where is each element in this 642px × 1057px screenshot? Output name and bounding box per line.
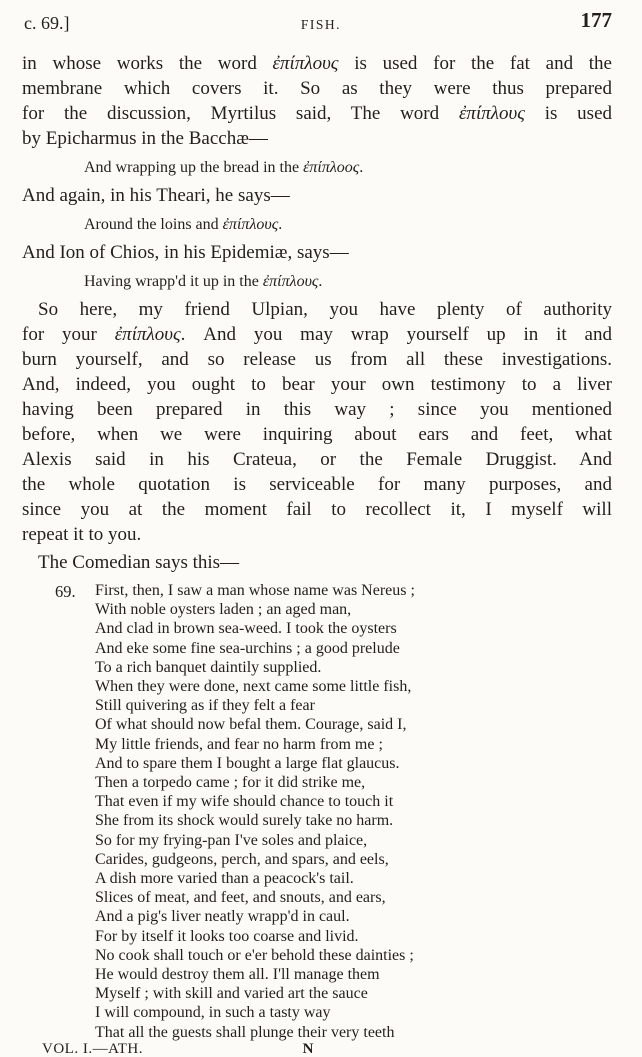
page-body-text	[22, 48, 612, 1042]
paragraph-line: for your ἐπίπλους. And you may wrap yourself up in it and	[22, 324, 612, 345]
verse-line: And eke some fine sea-urchins ; a good prelude	[95, 639, 400, 657]
verse-line: Then a torpedo came ; for it did strike me,	[95, 774, 366, 792]
verse-line: And to spare them I bought a large flat glaucus.	[95, 754, 400, 772]
quote-block	[84, 156, 612, 180]
verse-line: Myself ; with skill and varied art the sauce	[95, 985, 368, 1003]
paragraph-block	[22, 297, 612, 547]
paragraph-line: for the discussion, Myrtilus said, The word ἐπίπλους is used	[22, 103, 613, 124]
verse-line: Slices of meat, and feet, and snouts, and ears,	[95, 889, 386, 907]
paragraph-line: by Epicharmus in the Bacchæ—	[22, 128, 268, 149]
paragraph-line: So here, my friend Ulpian, you have plenty of authority	[38, 299, 612, 320]
verse-line: To a rich banquet daintily supplied.	[95, 658, 322, 676]
verse-line: He would destroy them all. I'll manage them	[95, 966, 380, 984]
verse-line: Still quivering as if they felt a fear	[95, 697, 315, 715]
plain-line: The Comedian says this—	[38, 552, 240, 573]
paragraph-line: burn yourself, and so release us from all these investigations.	[22, 349, 612, 370]
verse-line: And a pig's liver neatly wrapp'd in caul.	[95, 908, 350, 926]
verse-line: And clad in brown sea-weed. I took the oysters	[95, 620, 397, 638]
verse-line: First, then, I saw a man whose name was Nereus ;	[95, 582, 415, 599]
plain-block	[22, 183, 612, 208]
running-title: FISH.	[300, 17, 342, 32]
page-number: 177	[580, 8, 612, 32]
paragraph-line: Alexis said in his Crateua, or the Female Druggist. And	[22, 449, 612, 470]
verse-line: My little friends, and fear no harm from me ;	[95, 735, 383, 753]
paragraph-line: since you at the moment fail to recollect it, I myself will	[22, 499, 612, 520]
paragraph-line: And, indeed, you ought to bear your own testimony to a liver	[22, 374, 612, 395]
volume-note: VOL. I.—ATH.	[42, 1041, 143, 1057]
greek-word: ἐπίπλοος	[303, 159, 360, 176]
paragraph-block	[22, 51, 612, 151]
verse-line: So for my frying-pan I've soles and plaice,	[95, 831, 368, 849]
paragraph-line: in whose works the word ἐπίπλους is used for the fat and the	[22, 53, 612, 74]
paragraph-line: before, when we were inquiring about ears and feet, what	[22, 424, 612, 445]
greek-word: ἐπίπλους	[222, 216, 279, 233]
quote-line: Having wrapp'd it up in the ἐπίπλους.	[84, 273, 323, 290]
paragraph-line: membrane which covers it. So as they were thus prepared	[22, 78, 612, 99]
quote-line: And wrapping up the bread in the ἐπίπλοος.	[84, 159, 364, 176]
verse-line: With noble oysters laden ; an aged man,	[95, 601, 352, 619]
plain-block	[22, 240, 612, 265]
paragraph-line: the whole quotation is serviceable for many purposes, and	[22, 474, 612, 495]
quote-line: Around the loins and ἐπίπλους.	[84, 216, 283, 233]
verse-line: She from its shock would surely take no harm.	[95, 812, 394, 830]
greek-word: ἐπίπλους	[458, 103, 525, 124]
verse-line: Of what should now befal them. Courage, said I,	[95, 716, 407, 734]
greek-word: ἐπίπλους	[114, 324, 181, 345]
plain-line: And again, in his Theari, he says—	[22, 185, 290, 206]
verse-line: I will compound, in such a tasty way	[95, 1004, 331, 1022]
page-header	[0, 0, 642, 48]
chapter-marker: c. 69.]	[24, 13, 70, 33]
signature-mark: N	[302, 1041, 314, 1057]
verse-block	[22, 581, 612, 1042]
verse-line: That even if my wife should chance to touch it	[95, 793, 394, 811]
verse-line: That all the guests shall plunge their very teeth	[95, 1023, 395, 1041]
verse-line: A dish more varied than a peacock's tail.	[95, 870, 354, 888]
plain-line: And Ion of Chios, in his Epidemiæ, says—	[22, 242, 349, 263]
quote-block	[84, 213, 612, 237]
verse-line: When they were done, next came some little fish,	[95, 678, 412, 696]
greek-word: ἐπίπλους	[262, 273, 319, 290]
verse-line: For by itself it looks too coarse and livid.	[95, 927, 359, 945]
page-footer	[22, 1041, 612, 1057]
paragraph-line: having been prepared in this way ; since you mentioned	[22, 399, 612, 420]
quote-block	[84, 270, 612, 294]
plain-block	[22, 550, 612, 575]
paragraph-line: repeat it to you.	[22, 524, 142, 545]
verse-line: No cook shall touch or e'er behold these dainties ;	[95, 946, 414, 964]
greek-word: ἐπίπλους	[272, 53, 339, 74]
verse-number: 69.	[55, 582, 76, 601]
verse-line: Carides, gudgeons, perch, and spars, and eels,	[95, 850, 389, 868]
